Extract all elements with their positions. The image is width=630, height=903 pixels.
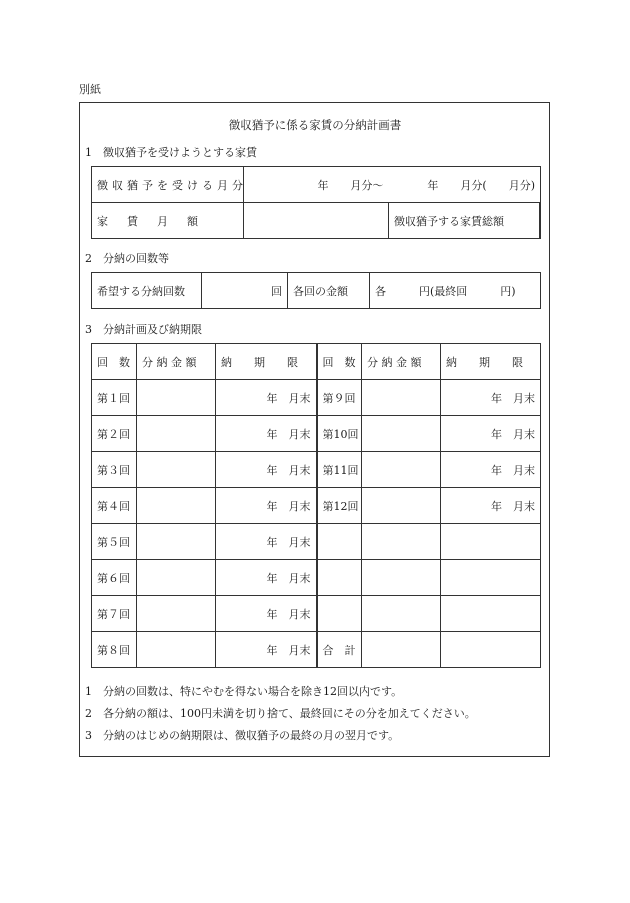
section3-title: 分納計画及び納期限 xyxy=(103,323,202,336)
installment-due[interactable]: 年 月末 xyxy=(441,488,541,524)
installment-due[interactable]: 年 月末 xyxy=(216,452,317,488)
installment-due[interactable]: 年 月末 xyxy=(441,380,541,416)
installment-amount[interactable] xyxy=(137,524,216,560)
installment-due[interactable]: 年 月末 xyxy=(441,452,541,488)
total-value-table xyxy=(446,202,540,239)
section3-number: 3 xyxy=(85,323,92,336)
total-label: 合 計 xyxy=(317,632,362,668)
header-amount: 分 納 金 額 xyxy=(137,344,216,380)
total-deferred-value[interactable] xyxy=(446,203,540,239)
note-number: 3 xyxy=(85,729,92,742)
monthly-rent-label: 家 賃 月 額 xyxy=(92,203,244,239)
section2-heading xyxy=(85,250,169,266)
note-1 xyxy=(85,683,402,699)
installment-number xyxy=(317,596,362,632)
installment-number: 第９回 xyxy=(317,380,362,416)
total-amount[interactable] xyxy=(362,632,441,668)
amount-value[interactable]: 各 円(最終回 円) xyxy=(370,273,541,309)
installment-number xyxy=(317,524,362,560)
note-2 xyxy=(85,705,476,721)
installment-due[interactable]: 年 月末 xyxy=(216,632,317,668)
installment-amount[interactable] xyxy=(137,452,216,488)
section2-number: 2 xyxy=(85,252,92,265)
installment-number: 第11回 xyxy=(317,452,362,488)
note-number: 2 xyxy=(85,707,92,720)
installment-amount[interactable] xyxy=(137,596,216,632)
table-row xyxy=(92,596,541,632)
payment-schedule-table xyxy=(91,343,541,668)
installment-due[interactable]: 年 月末 xyxy=(216,524,317,560)
installment-due[interactable] xyxy=(441,524,541,560)
installment-number: 第３回 xyxy=(92,452,137,488)
amount-label: 各回の金額 xyxy=(288,273,370,309)
period-value[interactable]: 年 月分～ 年 月分( 月分) xyxy=(244,167,541,203)
section3-heading xyxy=(85,321,202,337)
installment-number: 第10回 xyxy=(317,416,362,452)
section2-title: 分納の回数等 xyxy=(103,252,169,265)
table-row xyxy=(92,452,541,488)
installment-number: 第１回 xyxy=(92,380,137,416)
installment-amount[interactable] xyxy=(362,416,441,452)
section1-title: 徴収猶予を受けようとする家賃 xyxy=(103,146,257,159)
installment-due[interactable] xyxy=(441,596,541,632)
note-text: 各分納の額は、100円未満を切り捨て、最終回にその分を加えてください。 xyxy=(103,707,476,720)
header-count: 回 数 xyxy=(92,344,137,380)
monthly-rent-value[interactable] xyxy=(244,203,389,239)
installment-number xyxy=(317,560,362,596)
count-value[interactable]: 回 xyxy=(202,273,288,309)
installment-amount[interactable] xyxy=(362,488,441,524)
period-label: 徴収猶予を受ける月分 xyxy=(92,167,244,203)
header-due-2: 納 期 限 xyxy=(441,344,541,380)
schedule-header-row xyxy=(92,344,541,380)
table-row xyxy=(92,560,541,596)
installment-amount[interactable] xyxy=(362,596,441,632)
installment-count-row xyxy=(92,273,541,309)
header-count-2: 回 数 xyxy=(317,344,362,380)
installment-due[interactable]: 年 月末 xyxy=(441,416,541,452)
installment-number: 第４回 xyxy=(92,488,137,524)
installment-amount[interactable] xyxy=(362,380,441,416)
installment-amount[interactable] xyxy=(362,524,441,560)
installment-amount[interactable] xyxy=(137,560,216,596)
note-text: 分納の回数は、特にやむを得ない場合を除き12回以内です。 xyxy=(103,685,403,698)
installment-number: 第２回 xyxy=(92,416,137,452)
installment-due[interactable]: 年 月末 xyxy=(216,560,317,596)
installment-amount[interactable] xyxy=(137,632,216,668)
total-deferred-label: 徴収猶予する家賃総額 xyxy=(389,203,541,239)
installment-amount[interactable] xyxy=(137,488,216,524)
installment-amount[interactable] xyxy=(362,452,441,488)
note-number: 1 xyxy=(85,685,92,698)
installment-number: 第５回 xyxy=(92,524,137,560)
total-due xyxy=(441,632,541,668)
header-due: 納 期 限 xyxy=(216,344,317,380)
note-text: 分納のはじめの納期限は、徴収猶予の最終の月の翌月です。 xyxy=(103,729,400,742)
attachment-label: 別紙 xyxy=(79,83,101,96)
installment-amount[interactable] xyxy=(137,416,216,452)
installment-count-table xyxy=(91,272,541,309)
table-row xyxy=(92,380,541,416)
installment-number: 第８回 xyxy=(92,632,137,668)
installment-due[interactable] xyxy=(441,560,541,596)
installment-amount[interactable] xyxy=(137,380,216,416)
table-row xyxy=(92,524,541,560)
table-row xyxy=(92,632,541,668)
period-row xyxy=(92,167,541,203)
installment-number: 第６回 xyxy=(92,560,137,596)
installment-number: 第12回 xyxy=(317,488,362,524)
section1-heading xyxy=(85,144,257,160)
table-row xyxy=(92,416,541,452)
note-3 xyxy=(85,727,399,743)
count-label: 希望する分納回数 xyxy=(92,273,202,309)
installment-due[interactable]: 年 月末 xyxy=(216,380,317,416)
installment-due[interactable]: 年 月末 xyxy=(216,596,317,632)
installment-due[interactable]: 年 月末 xyxy=(216,416,317,452)
header-amount-2: 分 納 金 額 xyxy=(362,344,441,380)
form-title: 徴収猶予に係る家賃の分納計画書 xyxy=(228,118,402,132)
installment-number: 第７回 xyxy=(92,596,137,632)
installment-due[interactable]: 年 月末 xyxy=(216,488,317,524)
installment-amount[interactable] xyxy=(362,560,441,596)
section1-number: 1 xyxy=(85,146,92,159)
table-row xyxy=(92,488,541,524)
